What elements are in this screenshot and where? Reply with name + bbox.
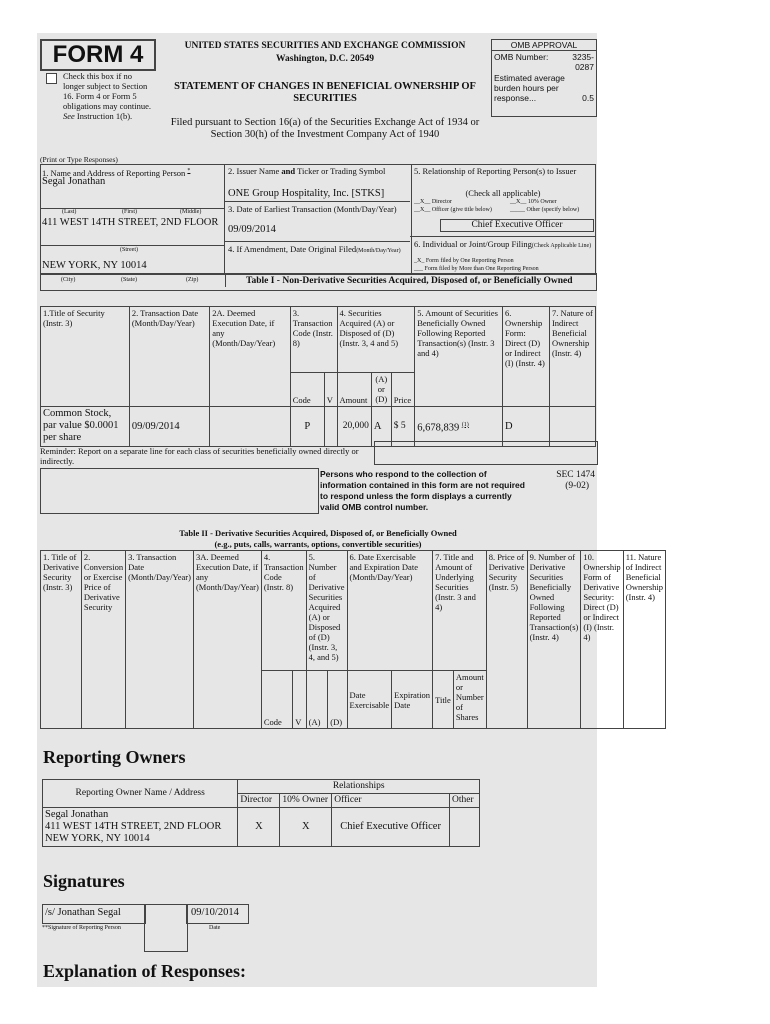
ro-owner-cell <box>43 808 238 847</box>
t1-h-deemed: 2A. Deemed Execution Date, if any (Month/Day/Year) <box>210 307 290 407</box>
filing-one: _X_ Form filed by One Reporting Person <box>414 258 514 264</box>
ro-rel-header: Relationships <box>238 780 480 794</box>
officer-title: Chief Executive Officer <box>440 219 594 232</box>
city-label: (City) <box>61 277 76 283</box>
t2-h-expiration: Expiration Date <box>392 671 433 729</box>
middle-label: (Middle) <box>180 209 202 215</box>
t1-h-code: 3. Transaction Code (Instr. 8) <box>290 307 337 373</box>
form4-page <box>37 33 663 987</box>
t1-h-title: 1.Title of Security (Instr. 3) <box>41 307 130 407</box>
t2-h-ownership: 10. Ownership Form of Derivative Security: Direct (D) or Indirect (I) (Instr. 4) <box>581 551 623 729</box>
t1-form: D <box>502 407 549 447</box>
filing-more: ___ Form filed by More than One Reporting Person <box>414 266 539 272</box>
sec-number: SEC 1474 <box>556 470 595 480</box>
date-label: Date <box>209 925 221 931</box>
t2-h-number: 5. Number of Derivative Securities Acquired (A) or Disposed of (D) (Instr. 3, 4, and 5) <box>306 551 347 671</box>
rel-other: _____ Other (specify below) <box>510 207 580 213</box>
t1-h-aord: (A) or (D) <box>371 373 391 407</box>
state-label: (State) <box>121 277 137 283</box>
omb-number-value: 3235-0287 <box>572 52 594 72</box>
earliest-date: 09/09/2014 <box>228 224 276 235</box>
t2-h-underlying: 7. Title and Amount of Underlying Securities (Instr. 3 and 4) <box>433 551 487 671</box>
relationship-label: 5. Relationship of Reporting Person(s) to Issuer <box>414 166 577 176</box>
t1-h-v: V <box>324 373 337 407</box>
ro-director-header: Director <box>238 794 280 808</box>
no-longer-subject-checkbox[interactable] <box>46 73 57 84</box>
t1-h-ownership: 6. Ownership Form: Direct (D) or Indirect (I) (Instr. 4) <box>502 307 549 407</box>
table2-title: Table II - Derivative Securities Acquired, Disposed of, or Beneficially Owned <box>179 528 457 538</box>
table2 <box>40 550 666 729</box>
reminder-box <box>374 441 598 465</box>
ro-officer-value: Chief Executive Officer <box>332 808 450 847</box>
t1-h-amount-owned: 5. Amount of Securities Beneficially Owned Following Reported Transaction(s) (Instr. 3 and 4) <box>415 307 503 407</box>
t2-h-underlying-amount: Amount or Number of Shares <box>453 671 486 729</box>
table2-subtitle: (e.g., puts, calls, warrants, options, convertible securities) <box>214 539 422 549</box>
burden-value: 0.5 <box>582 93 594 103</box>
name-label: 1. Name and Address of Reporting Person * <box>42 167 191 178</box>
t2-h-underlying-title: Title <box>433 671 454 729</box>
reporting-person-block <box>40 164 596 274</box>
city-address: NEW YORK, NY 10014 <box>42 260 147 271</box>
street-address: 411 WEST 14TH STREET, 2ND FLOOR <box>42 217 219 228</box>
t2-h-number-owned: 9. Number of Derivative Securities Beneficially Owned Following Reported Transaction(s) (Instr. 4) <box>527 551 581 729</box>
t1-aord: A <box>371 407 391 447</box>
explanation-heading: Explanation of Responses: <box>43 961 247 981</box>
t2-h-code-sub: Code <box>261 671 292 729</box>
reporting-owners-table <box>42 779 480 847</box>
t2-h-code: 4. Transaction Code (Instr. 8) <box>261 551 306 671</box>
t2-h-nature: 11. Nature of Indirect Beneficial Ownership (Instr. 4) <box>623 551 665 729</box>
table1-title-row <box>40 273 597 291</box>
ro-owner-name: Segal Jonathan <box>45 809 109 820</box>
omb-title: OMB APPROVAL <box>492 40 596 51</box>
rel-10pct: __X__ 10% Owner <box>510 199 557 205</box>
t2-h-price: 8. Price of Derivative Security (Instr. 5) <box>486 551 527 729</box>
ro-director-value: X <box>238 808 280 847</box>
rel-officer: __X__ Officer (give title below) <box>414 207 492 213</box>
checkbox-text: Check this box if no longer subject to Section 16. Form 4 or Form 5 obligations may continue. See Instruction 1(b). <box>63 71 152 121</box>
street-label: (Street) <box>120 247 138 253</box>
t1-price: $ 5 <box>391 407 414 447</box>
reporting-owners-heading: Reporting Owners <box>43 747 186 767</box>
burden-label: Estimated average burden hours per response... <box>494 73 565 103</box>
t1-code: P <box>290 407 324 447</box>
print-type-label: (Print or Type Responses) <box>40 155 118 164</box>
t2-h-d: (D) <box>328 671 347 729</box>
t1-h-date: 2. Transaction Date (Month/Day/Year) <box>129 307 209 407</box>
ro-other-value <box>449 808 479 847</box>
t2-h-exercisable: 6. Date Exercisable and Expiration Date (Month/Day/Year) <box>347 551 433 671</box>
table1-title: Table I - Non-Derivative Securities Acquired, Disposed of, or Beneficially Owned <box>225 274 573 287</box>
signature-value: /s/ Jonathan Segal <box>45 907 121 918</box>
t1-h-securities: 4. Securities Acquired (A) or Disposed of (D) (Instr. 3, 4 and 5) <box>337 307 415 373</box>
ro-officer-header: Officer <box>332 794 450 808</box>
t1-v <box>324 407 337 447</box>
signature-label: **Signature of Reporting Person <box>42 925 121 931</box>
table1 <box>40 306 596 447</box>
location: Washington, D.C. 20549 <box>276 54 374 64</box>
signatures-heading: Signatures <box>43 871 125 891</box>
omb-approval-box <box>491 39 597 117</box>
zip-label: (Zip) <box>186 277 199 283</box>
last-label: (Last) <box>62 209 77 215</box>
t1-transaction-date: 09/09/2014 <box>129 407 209 447</box>
amend-label: 4. If Amendment, Date Original Filed(Month/Day/Year) <box>228 244 401 254</box>
date-box <box>186 904 249 924</box>
t1-h-nature: 7. Nature of Indirect Beneficial Ownership (Instr. 4) <box>549 307 595 407</box>
ro-name-header: Reporting Owner Name / Address <box>43 780 238 808</box>
t1-amount: 20,000 <box>337 407 371 447</box>
commission-name: UNITED STATES SECURITIES AND EXCHANGE COMMISSION <box>184 41 466 51</box>
persons-respond: Persons who respond to the collection of information contained in this form are not required to respond unless the form displays a currently valid OMB control number. <box>320 469 525 512</box>
blank-box <box>40 468 319 514</box>
signature-date: 09/10/2014 <box>191 907 239 918</box>
ro-10pct-value: X <box>280 808 332 847</box>
statement-title: STATEMENT OF CHANGES IN BENEFICIAL OWNERSHIP OF SECURITIES <box>174 81 476 104</box>
t2-h-a: (A) <box>306 671 328 729</box>
reporting-person-name: Segal Jonathan <box>42 176 106 187</box>
rel-director: __X__ Director <box>414 199 452 205</box>
table-row <box>43 808 480 847</box>
footnote-1-link[interactable]: (1) <box>461 421 469 428</box>
ro-owner-addr1: 411 WEST 14TH STREET, 2ND FLOOR <box>45 821 222 832</box>
sec-date: (9-02) <box>565 481 589 491</box>
t2-h-conversion: 2. Conversion or Exercise Price of Derivative Security <box>81 551 125 729</box>
ro-10pct-header: 10% Owner <box>280 794 332 808</box>
omb-number-label: OMB Number: <box>494 52 549 62</box>
filed-pursuant: Filed pursuant to Section 16(a) of the Securities Exchange Act of 1934 or Section 30(h) of the Investment Company Act of 1940 <box>170 117 480 140</box>
form-title: FORM 4 <box>40 39 156 71</box>
issuer-name: ONE Group Hospitality, Inc. [STKS] <box>228 188 385 199</box>
signature-box <box>42 904 146 924</box>
t2-h-deemed: 3A. Deemed Execution Date, if any (Month/Day/Year) <box>193 551 261 729</box>
t2-h-date-exercisable: Date Exercisable <box>347 671 392 729</box>
issuer-label: 2. Issuer Name and Ticker or Trading Symbol <box>228 166 386 176</box>
first-label: (First) <box>122 209 137 215</box>
t2-h-date: 3. Transaction Date (Month/Day/Year) <box>126 551 194 729</box>
t1-security-title: Common Stock, par value $0.0001 per share <box>41 407 130 447</box>
check-all-applicable: (Check all applicable) <box>465 188 541 198</box>
signature-spacer <box>144 904 188 952</box>
ro-other-header: Other <box>449 794 479 808</box>
t2-h-v: V <box>293 671 306 729</box>
earliest-date-label: 3. Date of Earliest Transaction (Month/Day/Year) <box>228 204 397 214</box>
t2-h-title: 1. Title of Derivative Security (Instr. 3) <box>41 551 82 729</box>
reminder-text: Reminder: Report on a separate line for each class of securities beneficially owned directly or indirectly. <box>40 446 359 466</box>
ro-owner-addr2: NEW YORK, NY 10014 <box>45 833 150 844</box>
filing-label: 6. Individual or Joint/Group Filing(Check Applicable Line) <box>414 239 592 249</box>
t1-h-code-sub: Code <box>290 373 324 407</box>
t1-h-price: Price <box>391 373 414 407</box>
t1-deemed-date <box>210 407 290 447</box>
t1-h-amount: Amount <box>337 373 371 407</box>
t1-owned: 6,678,839 $^{(1)}$ <box>415 407 503 447</box>
